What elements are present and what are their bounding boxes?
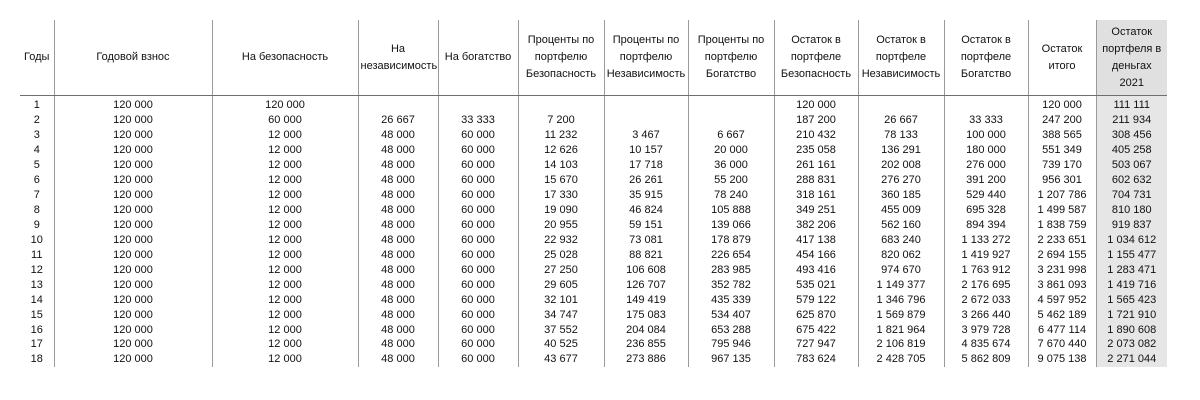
cell-to-safety: 12 000 [212, 307, 358, 322]
cell-annual-contribution: 120 000 [54, 277, 212, 292]
cell-balance-safety: 783 624 [774, 352, 858, 367]
cell-to-independence: 48 000 [358, 322, 438, 337]
cell-balance-total: 2 694 155 [1028, 247, 1096, 262]
cell-balance-wealth: 276 000 [944, 158, 1028, 173]
cell-interest-wealth: 795 946 [688, 337, 774, 352]
cell-balance-2021-money: 919 837 [1096, 218, 1167, 233]
cell-to-independence: 48 000 [358, 337, 438, 352]
cell-to-safety: 12 000 [212, 218, 358, 233]
header-years: Годы [20, 20, 54, 96]
cell-interest-independence: 236 855 [604, 337, 688, 352]
cell-interest-safety: 27 250 [518, 262, 604, 277]
cell-interest-safety: 14 103 [518, 158, 604, 173]
cell-balance-safety: 417 138 [774, 232, 858, 247]
cell-interest-safety: 40 525 [518, 337, 604, 352]
portfolio-table [20, 20, 1167, 367]
cell-year: 3 [33, 129, 40, 142]
cell-year: 1 [33, 99, 40, 112]
cell-to-independence: 48 000 [358, 277, 438, 292]
cell-annual-contribution: 120 000 [54, 352, 212, 367]
table-row [20, 337, 1167, 352]
cell-year: 10 [30, 233, 43, 246]
cell-year: 7 [33, 189, 40, 202]
cell-year: 11 [31, 248, 43, 261]
cell-interest-independence: 17 718 [604, 158, 688, 173]
cell-to-independence: 48 000 [358, 173, 438, 188]
cell-to-wealth: 60 000 [438, 292, 518, 307]
cell-balance-independence: 562 160 [858, 218, 944, 233]
header-balance-wealth: Остаток в портфеле Богатство [944, 20, 1028, 96]
cell-to-independence: 48 000 [358, 218, 438, 233]
cell-interest-safety: 19 090 [518, 203, 604, 218]
cell-balance-2021-money: 704 731 [1096, 188, 1167, 203]
cell-to-wealth: 60 000 [438, 128, 518, 143]
header-interest-independence: Проценты по портфелю Независимость [604, 20, 688, 96]
cell-interest-safety [518, 98, 604, 113]
cell-balance-wealth: 894 394 [944, 218, 1028, 233]
cell-year: 8 [33, 204, 40, 217]
cell-interest-independence: 73 081 [604, 232, 688, 247]
cell-to-wealth: 60 000 [438, 173, 518, 188]
cell-year: 14 [30, 293, 43, 306]
header-balance-total: Остаток итого [1028, 20, 1096, 96]
cell-to-wealth: 60 000 [438, 352, 518, 367]
cell-balance-total: 956 301 [1028, 173, 1096, 188]
cell-balance-independence [858, 98, 944, 113]
cell-interest-wealth [688, 98, 774, 113]
cell-balance-2021-money: 405 258 [1096, 143, 1167, 158]
header-interest-wealth: Проценты по портфелю Богатство [688, 20, 774, 96]
cell-to-safety: 12 000 [212, 173, 358, 188]
cell-balance-2021-money: 1 283 471 [1096, 262, 1167, 277]
cell-interest-independence: 10 157 [604, 143, 688, 158]
cell-to-wealth [438, 98, 518, 113]
cell-to-safety: 12 000 [212, 143, 358, 158]
cell-balance-independence: 1 149 377 [858, 277, 944, 292]
cell-interest-independence: 88 821 [604, 247, 688, 262]
cell-annual-contribution: 120 000 [54, 247, 212, 262]
cell-balance-wealth: 180 000 [944, 143, 1028, 158]
cell-balance-wealth: 695 328 [944, 203, 1028, 218]
cell-balance-wealth [944, 98, 1028, 113]
cell-interest-safety: 15 670 [518, 173, 604, 188]
cell-interest-wealth: 283 985 [688, 262, 774, 277]
cell-interest-wealth: 105 888 [688, 203, 774, 218]
cell-to-safety: 12 000 [212, 337, 358, 352]
header-balance-2021-money: Остаток портфеля в деньгах 2021 [1096, 20, 1167, 96]
cell-to-independence: 48 000 [358, 232, 438, 247]
cell-to-safety: 120 000 [212, 98, 358, 113]
table-row [20, 113, 1167, 128]
cell-to-safety: 12 000 [212, 188, 358, 203]
cell-to-wealth: 60 000 [438, 203, 518, 218]
cell-balance-2021-money: 1 721 910 [1096, 307, 1167, 322]
cell-balance-total: 388 565 [1028, 128, 1096, 143]
cell-balance-independence: 78 133 [858, 128, 944, 143]
table-header-row [20, 20, 1167, 96]
cell-balance-independence: 26 667 [858, 113, 944, 128]
cell-interest-independence: 26 261 [604, 173, 688, 188]
cell-to-safety: 12 000 [212, 203, 358, 218]
cell-balance-2021-money: 308 456 [1096, 128, 1167, 143]
cell-balance-total: 120 000 [1028, 98, 1096, 113]
cell-balance-2021-money: 503 067 [1096, 158, 1167, 173]
cell-to-wealth: 60 000 [438, 307, 518, 322]
table-row [20, 143, 1167, 158]
cell-balance-independence: 1 821 964 [858, 322, 944, 337]
cell-interest-independence: 273 886 [604, 352, 688, 367]
cell-to-independence: 48 000 [358, 307, 438, 322]
header-balance-independence: Остаток в портфеле Независимость [858, 20, 944, 96]
cell-balance-wealth: 3 979 728 [944, 322, 1028, 337]
cell-balance-safety: 493 416 [774, 262, 858, 277]
cell-balance-wealth: 100 000 [944, 128, 1028, 143]
cell-balance-independence: 683 240 [858, 232, 944, 247]
cell-balance-safety: 187 200 [774, 113, 858, 128]
cell-balance-safety: 318 161 [774, 188, 858, 203]
cell-interest-wealth: 20 000 [688, 143, 774, 158]
cell-balance-total: 4 597 952 [1028, 292, 1096, 307]
cell-annual-contribution: 120 000 [54, 128, 212, 143]
cell-to-wealth: 60 000 [438, 188, 518, 203]
cell-annual-contribution: 120 000 [54, 292, 212, 307]
table-row [20, 203, 1167, 218]
table-row [20, 262, 1167, 277]
cell-to-independence: 48 000 [358, 247, 438, 262]
cell-to-safety: 60 000 [212, 113, 358, 128]
cell-interest-wealth [688, 113, 774, 128]
cell-interest-independence [604, 113, 688, 128]
cell-balance-total: 5 462 189 [1028, 307, 1096, 322]
table-row [20, 352, 1167, 367]
cell-to-wealth: 60 000 [438, 277, 518, 292]
cell-balance-total: 3 861 093 [1028, 277, 1096, 292]
cell-interest-safety: 7 200 [518, 113, 604, 128]
cell-year: 9 [33, 218, 40, 231]
cell-to-safety: 12 000 [212, 158, 358, 173]
cell-annual-contribution: 120 000 [54, 113, 212, 128]
cell-balance-total: 1 207 786 [1028, 188, 1096, 203]
cell-balance-independence: 2 106 819 [858, 337, 944, 352]
cell-annual-contribution: 120 000 [54, 173, 212, 188]
cell-balance-2021-money: 810 180 [1096, 203, 1167, 218]
table-row [20, 307, 1167, 322]
cell-interest-independence: 126 707 [604, 277, 688, 292]
cell-interest-independence: 149 419 [604, 292, 688, 307]
cell-year: 17 [30, 338, 43, 351]
cell-interest-safety: 29 605 [518, 277, 604, 292]
cell-interest-safety: 32 101 [518, 292, 604, 307]
cell-annual-contribution: 120 000 [54, 143, 212, 158]
cell-interest-wealth: 139 066 [688, 218, 774, 233]
cell-interest-safety: 37 552 [518, 322, 604, 337]
cell-to-wealth: 60 000 [438, 262, 518, 277]
table-body [20, 96, 1167, 367]
cell-balance-wealth: 1 763 912 [944, 262, 1028, 277]
cell-interest-wealth: 534 407 [688, 307, 774, 322]
cell-balance-total: 739 170 [1028, 158, 1096, 173]
header-to-independence: На независимость [358, 20, 438, 96]
cell-balance-independence: 1 346 796 [858, 292, 944, 307]
cell-interest-wealth: 178 879 [688, 232, 774, 247]
cell-to-wealth: 60 000 [438, 232, 518, 247]
cell-year: 18 [30, 353, 43, 366]
cell-to-wealth: 60 000 [438, 143, 518, 158]
cell-annual-contribution: 120 000 [54, 98, 212, 113]
cell-annual-contribution: 120 000 [54, 307, 212, 322]
cell-to-independence: 48 000 [358, 203, 438, 218]
cell-balance-safety: 349 251 [774, 203, 858, 218]
cell-balance-safety: 120 000 [774, 98, 858, 113]
cell-balance-safety: 675 422 [774, 322, 858, 337]
cell-balance-safety: 288 831 [774, 173, 858, 188]
cell-balance-2021-money: 1 419 716 [1096, 277, 1167, 292]
cell-interest-wealth: 967 135 [688, 352, 774, 367]
cell-balance-total: 9 075 138 [1028, 352, 1096, 367]
cell-balance-2021-money: 211 934 [1096, 113, 1167, 128]
cell-balance-wealth: 3 266 440 [944, 307, 1028, 322]
header-balance-safety: Остаток в портфеле Безопасность [774, 20, 858, 96]
cell-interest-wealth: 78 240 [688, 188, 774, 203]
cell-balance-2021-money: 1 890 608 [1096, 322, 1167, 337]
cell-to-independence: 48 000 [358, 143, 438, 158]
cell-balance-2021-money: 2 073 082 [1096, 337, 1167, 352]
cell-annual-contribution: 120 000 [54, 188, 212, 203]
cell-balance-independence: 276 270 [858, 173, 944, 188]
cell-to-independence: 26 667 [358, 113, 438, 128]
cell-to-safety: 12 000 [212, 262, 358, 277]
cell-balance-wealth: 391 200 [944, 173, 1028, 188]
cell-year: 2 [33, 114, 40, 127]
cell-balance-safety: 727 947 [774, 337, 858, 352]
cell-balance-2021-money: 2 271 044 [1096, 352, 1167, 367]
cell-balance-total: 247 200 [1028, 113, 1096, 128]
cell-interest-wealth: 6 667 [688, 128, 774, 143]
cell-balance-independence: 820 062 [858, 247, 944, 262]
cell-year: 16 [30, 323, 43, 336]
cell-interest-wealth: 435 339 [688, 292, 774, 307]
cell-annual-contribution: 120 000 [54, 262, 212, 277]
cell-interest-safety: 43 677 [518, 352, 604, 367]
cell-year: 12 [30, 263, 43, 276]
cell-interest-independence: 204 084 [604, 322, 688, 337]
cell-year: 5 [33, 159, 40, 172]
cell-balance-wealth: 1 419 927 [944, 247, 1028, 262]
cell-balance-total: 6 477 114 [1028, 322, 1096, 337]
cell-interest-safety: 20 955 [518, 218, 604, 233]
cell-interest-wealth: 226 654 [688, 247, 774, 262]
cell-balance-wealth: 1 133 272 [944, 232, 1028, 247]
cell-balance-2021-money: 1 034 612 [1096, 232, 1167, 247]
table-row [20, 188, 1167, 203]
cell-to-safety: 12 000 [212, 292, 358, 307]
cell-balance-total: 1 838 759 [1028, 218, 1096, 233]
cell-to-wealth: 60 000 [438, 158, 518, 173]
cell-year: 13 [30, 278, 43, 291]
cell-annual-contribution: 120 000 [54, 218, 212, 233]
cell-balance-safety: 454 166 [774, 247, 858, 262]
cell-balance-safety: 210 432 [774, 128, 858, 143]
cell-balance-2021-money: 1 155 477 [1096, 247, 1167, 262]
cell-balance-2021-money: 111 111 [1096, 98, 1167, 113]
cell-to-wealth: 60 000 [438, 322, 518, 337]
cell-interest-wealth: 55 200 [688, 173, 774, 188]
cell-to-independence: 48 000 [358, 262, 438, 277]
cell-to-wealth: 60 000 [438, 337, 518, 352]
cell-balance-wealth: 5 862 809 [944, 352, 1028, 367]
cell-balance-wealth: 4 835 674 [944, 337, 1028, 352]
cell-interest-safety: 22 932 [518, 232, 604, 247]
header-annual-contribution: Годовой взнос [54, 20, 212, 96]
cell-annual-contribution: 120 000 [54, 337, 212, 352]
table-row [20, 128, 1167, 143]
cell-to-independence: 48 000 [358, 188, 438, 203]
cell-to-wealth: 60 000 [438, 247, 518, 262]
cell-interest-safety: 11 232 [518, 128, 604, 143]
cell-interest-independence: 3 467 [604, 128, 688, 143]
cell-balance-wealth: 2 672 033 [944, 292, 1028, 307]
cell-to-safety: 12 000 [212, 352, 358, 367]
cell-to-wealth: 33 333 [438, 113, 518, 128]
cell-interest-independence: 175 083 [604, 307, 688, 322]
cell-interest-independence: 106 608 [604, 262, 688, 277]
table-row [20, 277, 1167, 292]
cell-balance-independence: 1 569 879 [858, 307, 944, 322]
cell-balance-wealth: 529 440 [944, 188, 1028, 203]
cell-balance-2021-money: 1 565 423 [1096, 292, 1167, 307]
cell-interest-wealth: 36 000 [688, 158, 774, 173]
table-row [20, 247, 1167, 262]
cell-to-independence [358, 98, 438, 113]
cell-annual-contribution: 120 000 [54, 232, 212, 247]
cell-balance-safety: 579 122 [774, 292, 858, 307]
cell-to-independence: 48 000 [358, 128, 438, 143]
cell-to-independence: 48 000 [358, 352, 438, 367]
cell-balance-independence: 974 670 [858, 262, 944, 277]
cell-balance-total: 3 231 998 [1028, 262, 1096, 277]
cell-interest-safety: 25 028 [518, 247, 604, 262]
cell-balance-independence: 202 008 [858, 158, 944, 173]
cell-year: 6 [33, 174, 40, 187]
cell-interest-safety: 12 626 [518, 143, 604, 158]
table-row [20, 232, 1167, 247]
cell-interest-wealth: 352 782 [688, 277, 774, 292]
table-row [20, 292, 1167, 307]
table-row [20, 158, 1167, 173]
header-interest-safety: Проценты по портфелю Безопасность [518, 20, 604, 96]
cell-interest-independence: 46 824 [604, 203, 688, 218]
cell-to-safety: 12 000 [212, 232, 358, 247]
table-row [20, 98, 1167, 113]
cell-balance-total: 551 349 [1028, 143, 1096, 158]
cell-interest-safety: 34 747 [518, 307, 604, 322]
cell-balance-wealth: 33 333 [944, 113, 1028, 128]
cell-annual-contribution: 120 000 [54, 158, 212, 173]
header-to-wealth: На богатство [438, 20, 518, 96]
cell-to-safety: 12 000 [212, 128, 358, 143]
cell-balance-independence: 136 291 [858, 143, 944, 158]
cell-balance-safety: 261 161 [774, 158, 858, 173]
cell-interest-wealth: 653 288 [688, 322, 774, 337]
cell-to-safety: 12 000 [212, 322, 358, 337]
cell-balance-total: 1 499 587 [1028, 203, 1096, 218]
cell-annual-contribution: 120 000 [54, 203, 212, 218]
table-row [20, 322, 1167, 337]
cell-balance-total: 2 233 651 [1028, 232, 1096, 247]
header-to-safety: На безопасность [212, 20, 358, 96]
cell-to-independence: 48 000 [358, 158, 438, 173]
cell-balance-wealth: 2 176 695 [944, 277, 1028, 292]
cell-balance-independence: 360 185 [858, 188, 944, 203]
cell-to-independence: 48 000 [358, 292, 438, 307]
cell-to-safety: 12 000 [212, 277, 358, 292]
cell-to-wealth: 60 000 [438, 218, 518, 233]
cell-annual-contribution: 120 000 [54, 322, 212, 337]
cell-balance-safety: 535 021 [774, 277, 858, 292]
cell-balance-2021-money: 602 632 [1096, 173, 1167, 188]
cell-year: 15 [30, 308, 43, 321]
cell-balance-safety: 235 058 [774, 143, 858, 158]
cell-balance-total: 7 670 440 [1028, 337, 1096, 352]
cell-balance-safety: 382 206 [774, 218, 858, 233]
cell-balance-independence: 2 428 705 [858, 352, 944, 367]
cell-interest-independence: 35 915 [604, 188, 688, 203]
cell-interest-safety: 17 330 [518, 188, 604, 203]
cell-interest-independence [604, 98, 688, 113]
table-row [20, 173, 1167, 188]
cell-balance-safety: 625 870 [774, 307, 858, 322]
cell-balance-independence: 455 009 [858, 203, 944, 218]
portfolio-table-sheet [20, 20, 1167, 367]
cell-interest-independence: 59 151 [604, 218, 688, 233]
cell-year: 4 [33, 144, 40, 157]
table-row [20, 218, 1167, 233]
cell-to-safety: 12 000 [212, 247, 358, 262]
